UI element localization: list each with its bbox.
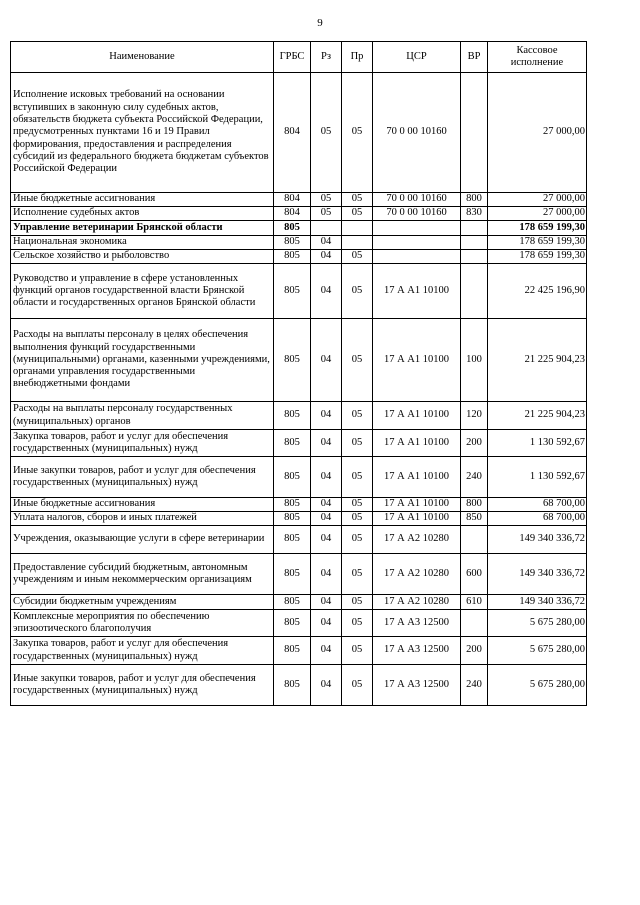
row-pr: 05 [342,193,373,207]
row-grbs: 805 [274,430,311,457]
row-rz: 05 [311,193,342,207]
row-name: Иные закупки товаров, работ и услуг для обеспечения государственных (муниципальных) нужд [11,457,274,498]
table-row [11,610,587,637]
row-vr: 200 [461,430,488,457]
row-grbs: 805 [274,665,311,706]
row-pr: 05 [342,610,373,637]
row-amount: 68 700,00 [488,498,587,512]
row-grbs: 805 [274,637,311,665]
row-name: Расходы на выплаты персоналу в целях обеспечения выполнения функций государственными (муниципальными) органами, казенными учреждениями, органами управления государственными внебюджетными фондами [11,319,274,402]
row-name: Национальная экономика [11,236,274,250]
table-row [11,430,587,457]
header-csr: ЦСР [373,42,461,73]
row-rz: 04 [311,457,342,498]
row-rz [311,221,342,236]
row-name: Исполнение судебных актов [11,207,274,221]
table-row [11,221,587,236]
row-csr: 70 0 00 10160 [373,193,461,207]
row-pr: 05 [342,73,373,193]
row-csr: 17 А А1 10100 [373,457,461,498]
row-pr: 05 [342,637,373,665]
row-grbs: 805 [274,610,311,637]
row-vr: 610 [461,595,488,610]
row-pr: 05 [342,207,373,221]
row-pr: 05 [342,498,373,512]
row-name: Предоставление субсидий бюджетным, автономным учреждениям и иным некоммерческим организациям [11,554,274,595]
table-row [11,637,587,665]
row-grbs: 804 [274,193,311,207]
row-amount: 27 000,00 [488,207,587,221]
row-grbs: 805 [274,264,311,319]
row-vr [461,73,488,193]
row-rz: 05 [311,207,342,221]
header-name: Наименование [11,42,274,73]
row-rz: 05 [311,73,342,193]
row-csr: 17 А А1 10100 [373,498,461,512]
row-vr [461,610,488,637]
row-pr: 05 [342,526,373,554]
row-csr [373,250,461,264]
row-vr: 200 [461,637,488,665]
row-vr: 240 [461,665,488,706]
row-amount: 22 425 196,90 [488,264,587,319]
table-row [11,193,587,207]
row-amount: 149 340 336,72 [488,595,587,610]
row-csr: 17 А А3 12500 [373,610,461,637]
row-rz: 04 [311,595,342,610]
row-name: Иные закупки товаров, работ и услуг для обеспечения государственных (муниципальных) нужд [11,665,274,706]
table-row [11,73,587,193]
row-name: Иные бюджетные ассигнования [11,193,274,207]
row-rz: 04 [311,637,342,665]
row-name: Уплата налогов, сборов и иных платежей [11,512,274,526]
row-pr: 05 [342,264,373,319]
row-name: Учреждения, оказывающие услуги в сфере ветеринарии [11,526,274,554]
row-grbs: 805 [274,457,311,498]
row-pr [342,221,373,236]
table-row [11,595,587,610]
row-amount: 68 700,00 [488,512,587,526]
row-vr: 850 [461,512,488,526]
table-row [11,402,587,430]
row-rz: 04 [311,610,342,637]
row-vr [461,526,488,554]
row-pr: 05 [342,430,373,457]
row-rz: 04 [311,430,342,457]
header-vr: ВР [461,42,488,73]
row-vr: 240 [461,457,488,498]
row-grbs: 805 [274,319,311,402]
row-rz: 04 [311,402,342,430]
table-row [11,457,587,498]
row-csr: 17 А А3 12500 [373,637,461,665]
table-row [11,554,587,595]
table-row [11,319,587,402]
table-row [11,512,587,526]
row-rz: 04 [311,498,342,512]
row-amount: 178 659 199,30 [488,250,587,264]
row-grbs: 805 [274,512,311,526]
row-rz: 04 [311,264,342,319]
row-csr: 17 А А1 10100 [373,430,461,457]
table-row [11,665,587,706]
page-number: 9 [317,17,323,29]
row-amount: 27 000,00 [488,193,587,207]
row-rz: 04 [311,250,342,264]
row-amount: 5 675 280,00 [488,665,587,706]
row-amount: 1 130 592,67 [488,457,587,498]
table-body [11,73,587,706]
row-amount: 5 675 280,00 [488,637,587,665]
table-row [11,250,587,264]
row-name: Комплексные мероприятия по обеспечению эпизоотического благополучия [11,610,274,637]
row-name: Закупка товаров, работ и услуг для обеспечения государственных (муниципальных) нужд [11,430,274,457]
row-amount: 149 340 336,72 [488,554,587,595]
row-grbs: 805 [274,250,311,264]
row-amount: 1 130 592,67 [488,430,587,457]
row-amount: 178 659 199,30 [488,221,587,236]
row-vr [461,264,488,319]
table-row [11,498,587,512]
row-grbs: 805 [274,498,311,512]
header-pr: Пр [342,42,373,73]
row-pr: 05 [342,402,373,430]
row-vr: 600 [461,554,488,595]
row-csr: 70 0 00 10160 [373,207,461,221]
row-csr: 17 А А3 12500 [373,665,461,706]
row-grbs: 805 [274,402,311,430]
row-csr: 17 А А1 10100 [373,319,461,402]
header-amount: Кассовое исполнение [488,42,587,73]
row-vr: 800 [461,193,488,207]
row-csr: 17 А А1 10100 [373,512,461,526]
row-name: Закупка товаров, работ и услуг для обеспечения государственных (муниципальных) нужд [11,637,274,665]
row-name: Руководство и управление в сфере установленных функций органов государственной власти Брянской области и государственных органов Брянской области [11,264,274,319]
row-amount: 21 225 904,23 [488,402,587,430]
row-amount: 149 340 336,72 [488,526,587,554]
row-grbs: 805 [274,554,311,595]
row-csr: 17 А А1 10100 [373,402,461,430]
row-amount: 21 225 904,23 [488,319,587,402]
header-grbs: ГРБС [274,42,311,73]
row-grbs: 805 [274,221,311,236]
row-vr [461,221,488,236]
row-name: Субсидии бюджетным учреждениям [11,595,274,610]
row-grbs: 805 [274,595,311,610]
row-pr: 05 [342,457,373,498]
row-rz: 04 [311,512,342,526]
row-grbs: 805 [274,526,311,554]
row-vr [461,250,488,264]
row-pr: 05 [342,512,373,526]
row-vr [461,236,488,250]
budget-table [10,41,587,706]
row-csr [373,236,461,250]
row-amount: 178 659 199,30 [488,236,587,250]
row-vr: 800 [461,498,488,512]
row-pr: 05 [342,250,373,264]
table-row [11,207,587,221]
row-csr: 17 А А2 10280 [373,554,461,595]
row-name: Расходы на выплаты персоналу государственных (муниципальных) органов [11,402,274,430]
row-rz: 04 [311,554,342,595]
header-rz: Рз [311,42,342,73]
row-pr: 05 [342,595,373,610]
row-pr: 05 [342,554,373,595]
row-rz: 04 [311,526,342,554]
row-rz: 04 [311,236,342,250]
row-csr [373,221,461,236]
row-amount: 5 675 280,00 [488,610,587,637]
row-grbs: 805 [274,236,311,250]
row-pr [342,236,373,250]
row-rz: 04 [311,319,342,402]
row-grbs: 804 [274,73,311,193]
row-csr: 70 0 00 10160 [373,73,461,193]
row-csr: 17 А А2 10280 [373,595,461,610]
row-name: Иные бюджетные ассигнования [11,498,274,512]
table-header-row [11,42,587,73]
row-csr: 17 А А2 10280 [373,526,461,554]
row-vr: 120 [461,402,488,430]
table-row [11,526,587,554]
row-grbs: 804 [274,207,311,221]
row-name: Управление ветеринарии Брянской области [11,221,274,236]
row-csr: 17 А А1 10100 [373,264,461,319]
row-pr: 05 [342,665,373,706]
row-name: Исполнение исковых требований на основании вступивших в законную силу судебных актов, обязательств бюджета субъекта Российской Федерации, предусмотренных пунктами 16 и 19 Правил формирования, предоставления и распределения субсидий из федерального бюджета бюджетам субъектов Российской Федерации [11,73,274,193]
row-amount: 27 000,00 [488,73,587,193]
row-rz: 04 [311,665,342,706]
table-row [11,264,587,319]
row-vr: 100 [461,319,488,402]
table-row [11,236,587,250]
row-name: Сельское хозяйство и рыболовство [11,250,274,264]
row-vr: 830 [461,207,488,221]
row-pr: 05 [342,319,373,402]
